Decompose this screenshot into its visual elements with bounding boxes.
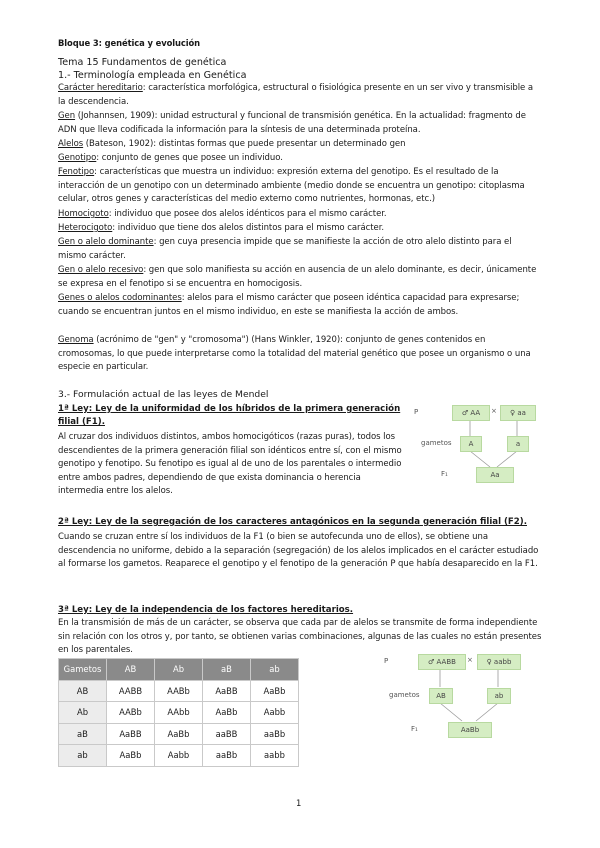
term-def: : gen cuya presencia impide que se manifieste la acción de otro alelo distinto para el mismo carácter. [58, 237, 512, 261]
diagram1-gamete1: A [460, 436, 482, 452]
term-def: (Johannsen, 1909): unidad estructural y funcional de transmisión genética. En la actualidad: fragmento de ADN que lleva codificada la información para la síntesis de una determinada proteína. [58, 111, 526, 135]
diagram2-gamete1: AB [429, 688, 453, 704]
law1-body: Al cruzar dos individuos distintos, ambos homocigóticos (razas puras), todos los descendientes de la primera generación filial son idénticos entre sí, con el mismo genotipo y fenotipo. Su fenotipo es igual al de uno de los parentales o intermedio entre ambos padres, dependiendo de que exista dominancia o herencia intermedia entre los alelos. [58, 432, 402, 497]
term-label: Homocigoto [58, 209, 109, 219]
table-cell: AAbb [155, 702, 203, 724]
diagram1-parent2: ♀ aa [500, 405, 536, 421]
law2-body: Cuando se cruzan entre sí los individuos de la F1 (o bien se autofecunda uno de ellos), se obtiene una descendencia no uniforme, debido a la separación (segregación) de los alelos implicados en el carácter estudiado al formarse los gametos. Reaparece el genotipo y el fenotipo de la generación P que había desaparecido en la F1. [58, 532, 539, 570]
diagram2-f1: AaBb [448, 722, 492, 738]
table-cell: AaBb [251, 680, 299, 702]
page-number: 1 [296, 798, 302, 808]
law2-title: 2ª Ley: Ley de la segregación de los caracteres antagónicos en la segunda generación filial (F2). [58, 517, 527, 527]
table-cell: aaBb [203, 745, 251, 767]
table-col-header: Ab [155, 659, 203, 681]
term-def: : gen que solo manifiesta su acción en ausencia de un alelo dominante, es decir, únicamente se expresa en el fenotipo si se encuentra en homocigosis. [58, 265, 537, 289]
term-def: : alelos para el mismo carácter que poseen idéntica capacidad para expresarse; cuando se encuentran juntos en el mismo individuo, en este se manifiesta la acción de ambos. [58, 293, 520, 317]
diagram2-parent1: ♂ AABB [418, 654, 466, 670]
term-label: Genes o alelos codominantes [58, 293, 182, 303]
term-def: : individuo que tiene dos alelos distintos para el mismo carácter. [112, 223, 385, 233]
diagram1-gamete2: a [507, 436, 529, 452]
term-label: Fenotipo [58, 167, 95, 177]
diagram2-gametes-label: gametos [389, 691, 420, 699]
term-label: Genoma [58, 335, 94, 345]
table-cell: AaBB [107, 723, 155, 745]
term-label: Gen o alelo recesivo [58, 265, 144, 275]
diagram2-parent2: ♀ aabb [477, 654, 521, 670]
law3-body: En la transmisión de más de un carácter, se observa que cada par de alelos se transmite de forma independiente sin relación con los otros y, por tanto, se obtienen varias combinaciones, algunas de las cuales no están presentes en los parentales. [58, 618, 542, 656]
table-cell: AABb [155, 680, 203, 702]
table-cell: AABb [107, 702, 155, 724]
term-label: Carácter hereditario [58, 83, 143, 93]
term-def: : característica morfológica, estructural o fisiológica presente en un ser vivo y transmisible a la descendencia. [58, 83, 534, 107]
diagram1-p-label: P [414, 408, 419, 416]
diagram1-cross: × [491, 407, 497, 415]
diagram2-gamete2: ab [487, 688, 511, 704]
table-row-header: AB [59, 680, 107, 702]
table-cell: aaBb [251, 723, 299, 745]
table-col-header: AB [107, 659, 155, 681]
table-col-header: ab [251, 659, 299, 681]
diagram1-f1: Aa [476, 467, 514, 483]
table-cell: AaBb [203, 702, 251, 724]
term-def: (acrónimo de "gen" y "cromosoma") (Hans Winkler, 1920): conjunto de genes contenidos en cromosomas, lo que puede interpretarse como la totalidad del material genético que posee un organismo o una especie en particular. [58, 335, 531, 373]
term-label: Alelos [58, 139, 84, 149]
table-cell: AaBB [203, 680, 251, 702]
term-label: Gen o alelo dominante [58, 237, 154, 247]
diagram2-f1-label: F₁ [411, 725, 418, 733]
table-row-header: ab [59, 745, 107, 767]
table-row-header: Ab [59, 702, 107, 724]
term-def: (Bateson, 1902): distintas formas que puede presentar un determinado gen [83, 139, 406, 149]
term-label: Gen [58, 111, 76, 121]
table-cell: aaBB [203, 723, 251, 745]
section1-title: 1.- Terminología empleada en Genética [58, 70, 247, 81]
table-cell: AABB [107, 680, 155, 702]
term-label: Heterocigoto [58, 223, 113, 233]
term-label: Genotipo [58, 153, 97, 163]
term-def: : características que muestra un individuo: expresión externa del genotipo. Es el resultado de la interacción de un genotipo con un determinado ambiente (medio donde se encuentra un genotipo: citoplasma celular, otros genes y características del medio externo como nutrientes, hormonas, etc.) [58, 167, 525, 205]
table-corner: Gametos [59, 659, 107, 681]
diagram1-parent1: ♂ AA [452, 405, 490, 421]
table-col-header: aB [203, 659, 251, 681]
term-def: : individuo que posee dos alelos idénticos para el mismo carácter. [108, 209, 387, 219]
table-cell: Aabb [251, 702, 299, 724]
diagram2-cross: × [467, 656, 473, 664]
table-cell: AaBb [107, 745, 155, 767]
term-def: : conjunto de genes que posee un individuo. [96, 153, 283, 163]
table-cell: AaBb [155, 723, 203, 745]
law3-title: 3ª Ley: Ley de la independencia de los factores hereditarios. [58, 605, 354, 615]
table-cell: Aabb [155, 745, 203, 767]
page-header: Bloque 3: genética y evolución [58, 38, 201, 48]
table-row-header: aB [59, 723, 107, 745]
diagram2-p-label: P [384, 657, 389, 665]
law1-title: 1ª Ley: Ley de la uniformidad de los híbridos de la primera generación filial (F1). [58, 404, 401, 427]
table-cell: aabb [251, 745, 299, 767]
diagram1-gametes-label: gametos [421, 439, 452, 447]
topic-title: Tema 15 Fundamentos de genética [58, 57, 227, 68]
section3-title: 3.- Formulación actual de las leyes de Mendel [58, 389, 269, 400]
diagram1-f1-label: F₁ [441, 470, 448, 478]
